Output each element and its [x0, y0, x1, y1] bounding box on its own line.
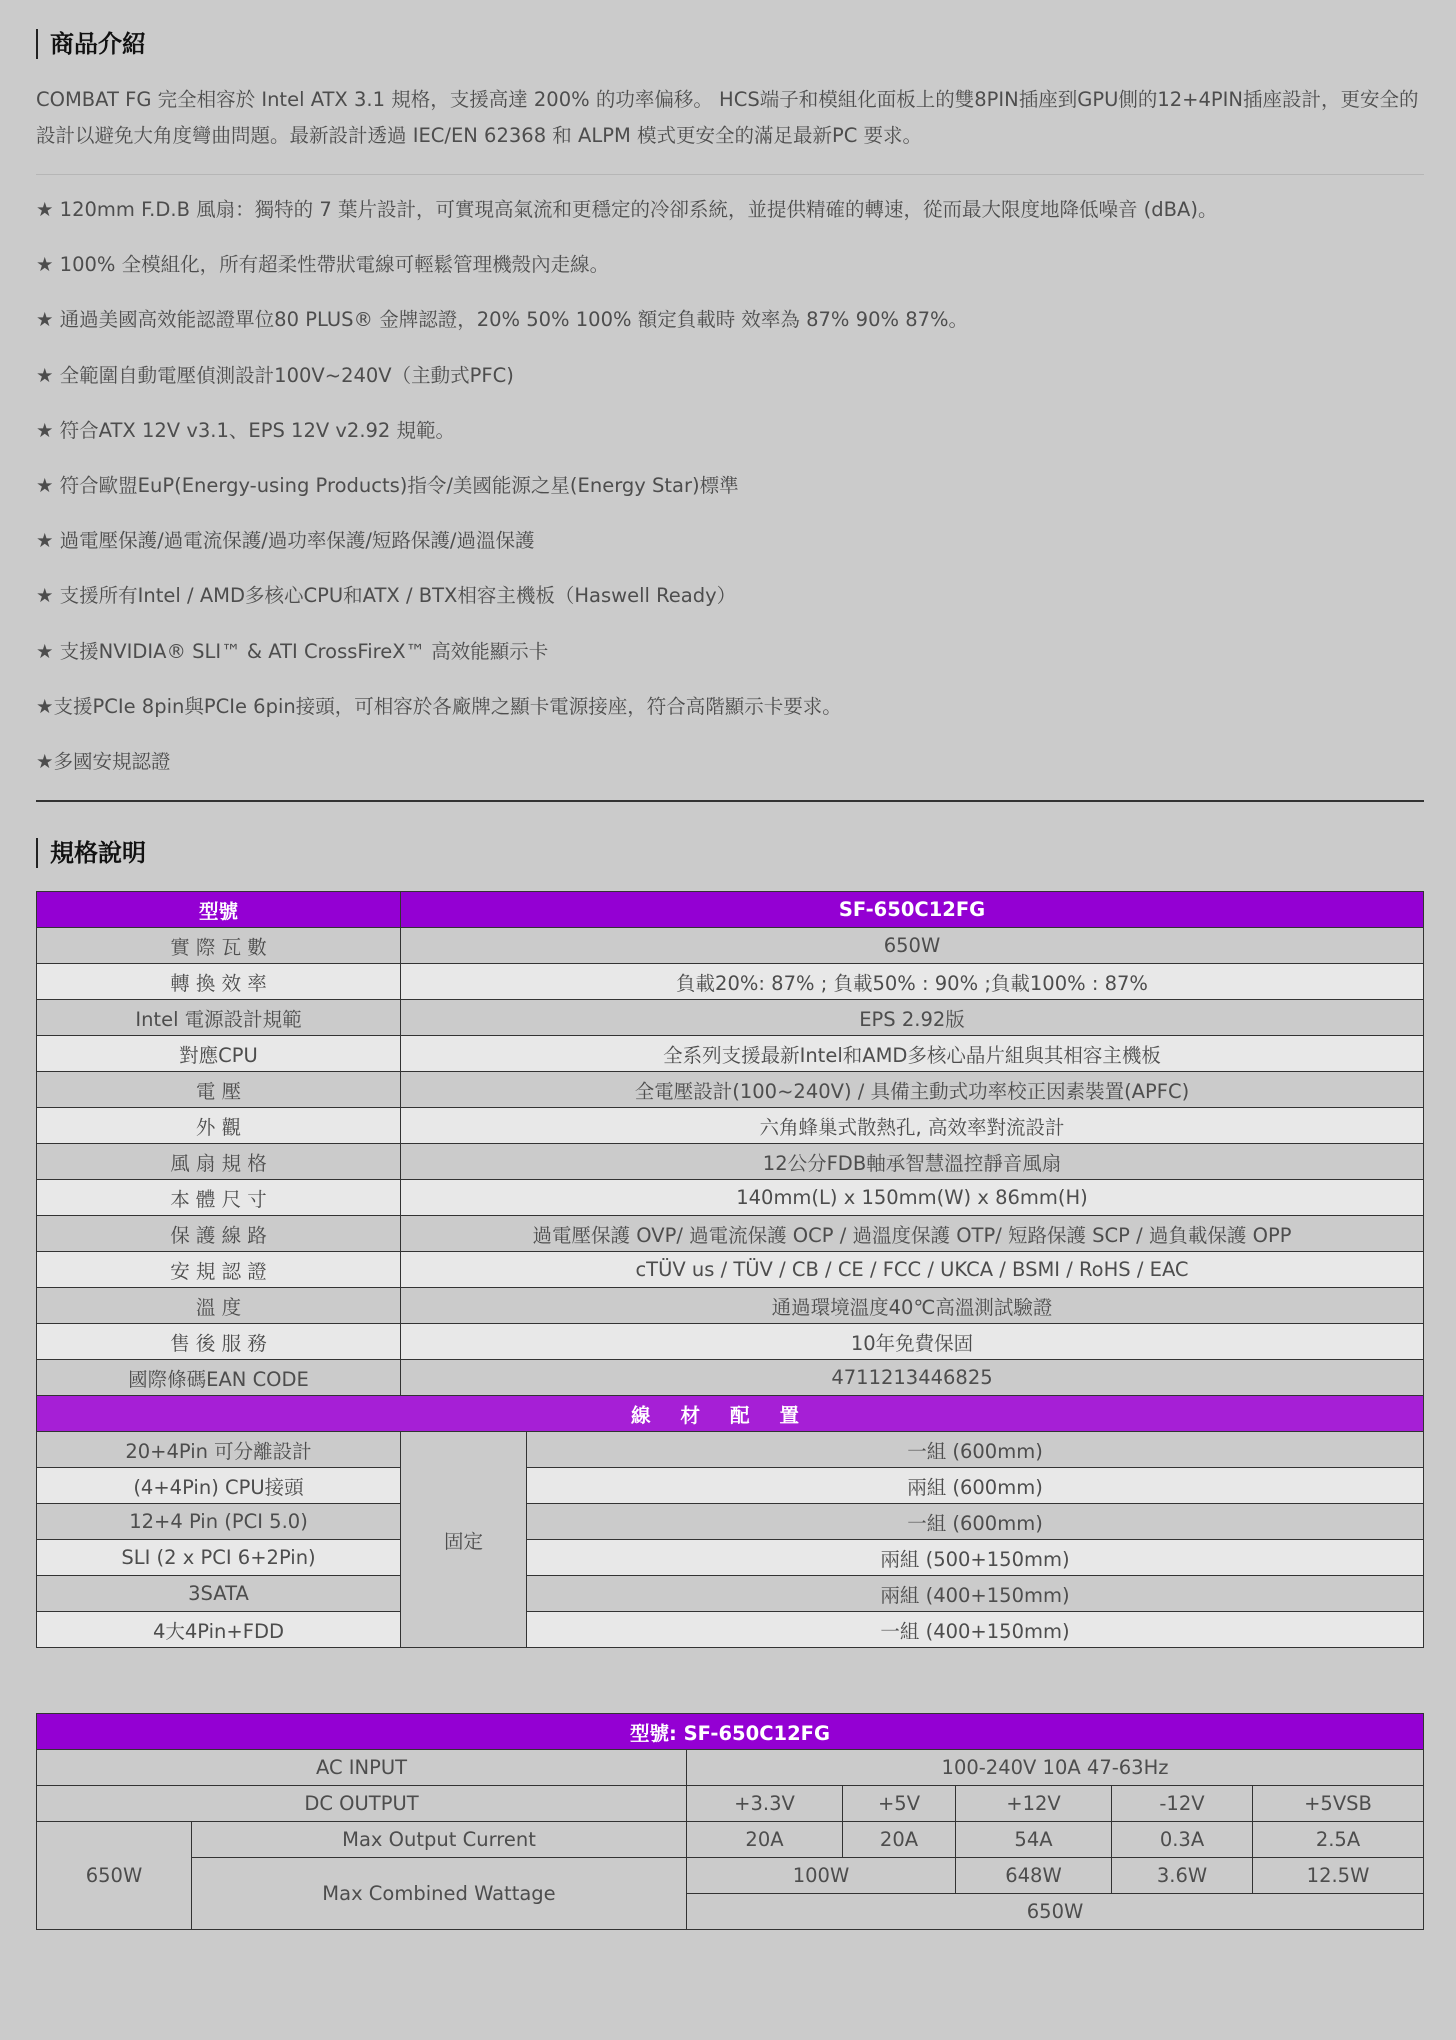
feature-item: ★ 120mm F.D.B 風扇：獨特的 7 葉片設計，可實現高氣流和更穩定的冷卻系統，並提供精確的轉速，從而最大限度地降低噪音 (dBA)。: [36, 198, 1218, 221]
combined-wattage-value: 12.5W: [1253, 1858, 1424, 1894]
cable-spec: 一組 (600mm): [527, 1432, 1424, 1468]
spec-value: 六角蜂巢式散熱孔, 高效率對流設計: [401, 1108, 1424, 1144]
rail-label: +3.3V: [687, 1786, 843, 1822]
spec-label: 國際條碼EAN CODE: [37, 1360, 401, 1396]
table-row: [37, 1144, 1424, 1180]
table-row: [37, 1252, 1424, 1288]
spec-section-title: 規格說明: [36, 838, 146, 868]
cable-spec: 兩組 (600mm): [527, 1468, 1424, 1504]
cable-spec: 兩組 (500+150mm): [527, 1540, 1424, 1576]
table-row: [37, 1324, 1424, 1360]
combined-wattage-value: 648W: [956, 1858, 1112, 1894]
dc-output-label: DC OUTPUT: [37, 1786, 687, 1822]
feature-item: ★ 支援所有Intel / AMD多核心CPU和ATX / BTX相容主機板（Haswell Ready）: [36, 584, 737, 608]
table-row: [37, 1216, 1424, 1252]
ac-input-label: AC INPUT: [37, 1750, 687, 1786]
spec-header-label: 型號: [37, 892, 401, 928]
feature-item: ★支援PCIe 8pin與PCIe 6pin接頭，可相容於各廠牌之顯卡電源接座，符合高階顯示卡要求。: [36, 694, 842, 718]
spec-header-row: [37, 892, 1424, 928]
table-row: [37, 1072, 1424, 1108]
combined-wattage-value: 100W: [687, 1858, 956, 1894]
cable-name: 12+4 Pin (PCI 5.0): [37, 1504, 401, 1540]
max-current-value: 54A: [956, 1822, 1112, 1858]
table-row: [37, 1036, 1424, 1072]
max-current-value: 0.3A: [1112, 1822, 1253, 1858]
table-row: [37, 1786, 1424, 1822]
spec-value: EPS 2.92版: [401, 1000, 1424, 1036]
table-row: [37, 1180, 1424, 1216]
spec-label: 轉 換 效 率: [37, 964, 401, 1000]
spec-value: 10年免費保固: [401, 1324, 1424, 1360]
spec-value: 全系列支援最新Intel和AMD多核心晶片組與其相容主機板: [401, 1036, 1424, 1072]
spec-header-value: SF-650C12FG: [401, 892, 1424, 928]
max-current-label: Max Output Current: [192, 1822, 687, 1858]
feature-item: ★ 支援NVIDIA® SLI™ & ATI CrossFireX™ 高效能顯示卡: [36, 639, 549, 663]
feature-item: ★ 全範圍自動電壓偵測設計100V~240V（主動式PFC): [36, 363, 514, 387]
feature-item: ★ 符合ATX 12V v3.1、EPS 12V v2.92 規範。: [36, 418, 456, 442]
cable-spec: 一組 (400+150mm): [527, 1612, 1424, 1648]
table-row: [37, 1540, 1424, 1576]
combined-total-value: 650W: [687, 1894, 1424, 1930]
feature-item: ★ 過電壓保護/過電流保護/過功率保護/短路保護/過溫保護: [36, 529, 535, 553]
spec-label: Intel 電源設計規範: [37, 1000, 401, 1036]
cable-name: 4大4Pin+FDD: [37, 1612, 401, 1648]
cable-header-row: [37, 1396, 1424, 1432]
feature-item: ★多國安規認證: [36, 749, 171, 773]
spec-value: 650W: [401, 928, 1424, 964]
spec-value: 4711213446825: [401, 1360, 1424, 1396]
spec-value: cTÜV us / TÜV / CB / CE / FCC / UKCA / BSMI / RoHS / EAC: [401, 1252, 1424, 1288]
spec-label: 風 扇 規 格: [37, 1144, 401, 1180]
combined-wattage-value: 3.6W: [1112, 1858, 1253, 1894]
spec-label: 保 護 線 路: [37, 1216, 401, 1252]
power-output-table: [36, 1713, 1424, 1930]
cable-config-header: 線材配置: [37, 1396, 1424, 1432]
table-row: [37, 1468, 1424, 1504]
max-current-value: 2.5A: [1253, 1822, 1424, 1858]
cable-type: 固定: [401, 1432, 527, 1648]
spec-label: 外 觀: [37, 1108, 401, 1144]
spec-value: 過電壓保護 OVP/ 過電流保護 OCP / 過溫度保護 OTP/ 短路保護 SCP / 過負載保護 OPP: [401, 1216, 1424, 1252]
spec-value: 通過環境溫度40℃高溫測試驗證: [401, 1288, 1424, 1324]
feature-list: [36, 190, 1424, 797]
table-row: [37, 1360, 1424, 1396]
table-row: [37, 928, 1424, 964]
table-row: [37, 1504, 1424, 1540]
power-table-title: 型號: SF-650C12FG: [37, 1714, 1424, 1750]
rail-label: -12V: [1112, 1786, 1253, 1822]
intro-paragraph: COMBAT FG 完全相容於 Intel ATX 3.1 規格，支援高達 200% 的功率偏移。 HCS端子和模組化面板上的雙8PIN插座到GPU側的12+4PIN插座設計，更安全的設計以避免大角度彎曲問題。最新設計透過 IEC/EN 62368 和 ALPM 模式更安全的滿足最新PC 要求。: [36, 88, 1419, 147]
rail-label: +5VSB: [1253, 1786, 1424, 1822]
rail-label: +12V: [956, 1786, 1112, 1822]
combined-wattage-label: Max Combined Wattage: [192, 1858, 687, 1930]
cable-name: SLI (2 x PCI 6+2Pin): [37, 1540, 401, 1576]
table-row: [37, 1432, 1424, 1468]
power-header-row: [37, 1714, 1424, 1750]
cable-spec: 兩組 (400+150mm): [527, 1576, 1424, 1612]
max-current-value: 20A: [843, 1822, 956, 1858]
table-row: [37, 1822, 1424, 1858]
spec-value: 全電壓設計(100~240V) / 具備主動式功率校正因素裝置(APFC): [401, 1072, 1424, 1108]
intro-section-title: 商品介紹: [36, 29, 146, 59]
cable-name: 3SATA: [37, 1576, 401, 1612]
feature-item: ★ 100% 全模組化，所有超柔性帶狀電線可輕鬆管理機殼內走線。: [36, 253, 610, 277]
spec-value: 12公分FDB軸承智慧溫控靜音風扇: [401, 1144, 1424, 1180]
section-divider: [36, 800, 1424, 802]
max-current-value: 20A: [687, 1822, 843, 1858]
spec-label: 本 體 尺 寸: [37, 1180, 401, 1216]
table-row: [37, 1576, 1424, 1612]
spec-label: 溫 度: [37, 1288, 401, 1324]
feature-item: ★ 通過美國高效能認證單位80 PLUS® 金牌認證，20% 50% 100% 額定負載時 效率為 87% 90% 87%。: [36, 308, 969, 332]
rail-label: +5V: [843, 1786, 956, 1822]
total-wattage: 650W: [37, 1822, 192, 1930]
table-row: [37, 1858, 1424, 1894]
spec-value: 140mm(L) x 150mm(W) x 86mm(H): [401, 1180, 1424, 1216]
table-row: [37, 1288, 1424, 1324]
spec-label: 安 規 認 證: [37, 1252, 401, 1288]
table-row: [37, 1750, 1424, 1786]
spec-value: 負載20%: 87% ; 負載50% : 90% ;負載100% : 87%: [401, 964, 1424, 1000]
table-row: [37, 1108, 1424, 1144]
feature-item: ★ 符合歐盟EuP(Energy-using Products)指令/美國能源之星(Energy Star)標準: [36, 473, 739, 497]
cable-spec: 一組 (600mm): [527, 1504, 1424, 1540]
divider: [36, 174, 1424, 175]
cable-name: (4+4Pin) CPU接頭: [37, 1468, 401, 1504]
ac-input-value: 100-240V 10A 47-63Hz: [687, 1750, 1424, 1786]
table-row: [37, 1612, 1424, 1648]
spec-label: 實 際 瓦 數: [37, 928, 401, 964]
spec-table: [36, 891, 1424, 1648]
table-row: [37, 1000, 1424, 1036]
cable-name: 20+4Pin 可分離設計: [37, 1432, 401, 1468]
spec-label: 售 後 服 務: [37, 1324, 401, 1360]
table-row: [37, 964, 1424, 1000]
spec-label: 對應CPU: [37, 1036, 401, 1072]
spec-label: 電 壓: [37, 1072, 401, 1108]
